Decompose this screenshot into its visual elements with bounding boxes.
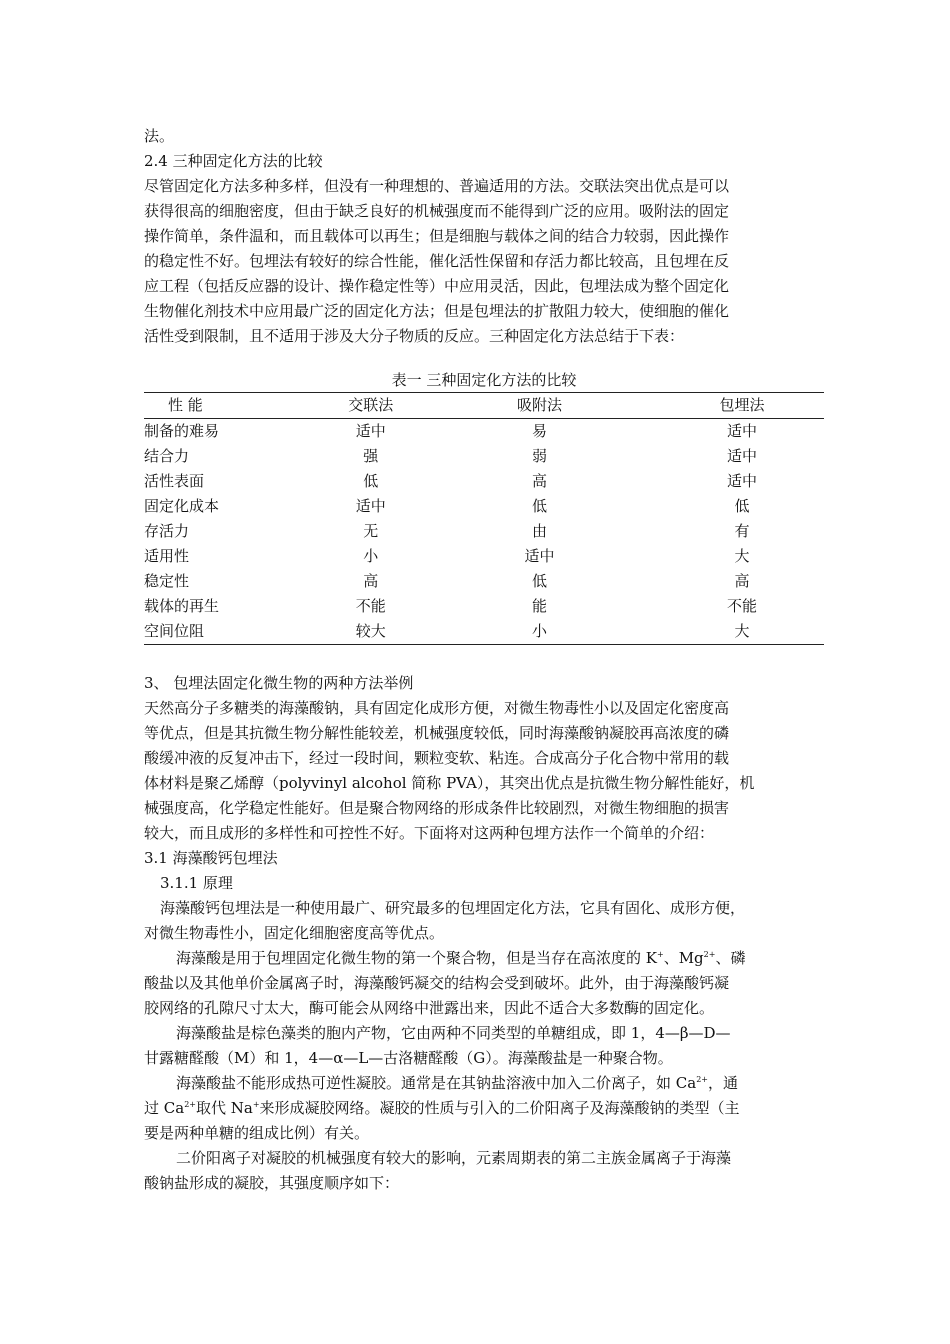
text-run: 海藻酸盐不能形成热可逆性凝胶。通常是在其钠盐溶液中加入二价离子，如 Ca [176,1074,697,1092]
text-run: 、Mg [663,949,704,967]
text-line: 尽管固定化方法多种多样，但没有一种理想的、普遍适用的方法。交联法突出优点是可以 [144,177,730,195]
principle-paragraph-4 [144,1071,824,1146]
section-heading-3: 3、 包埋法固定化微生物的两种方法举例 [144,674,414,692]
table-cell: 弱 [532,447,548,465]
table-cell: 存活力 [144,522,190,540]
table-body [144,419,824,645]
table-cell: 适中 [355,497,386,515]
table-cell: 适中 [726,472,757,490]
text-line: 海藻酸盐是棕色藻类的胞内产物，它由两种不同类型的单糖组成，即 1，4—β—D— [176,1024,731,1042]
text-run: 过 Ca [144,1099,185,1117]
text-line: 应工程（包括反应器的设计、操作稳定性等）中应用灵活，因此，包埋法成为整个固定化 [144,277,730,295]
table-row [144,469,824,494]
text-run: 取代 Na [196,1099,253,1117]
table-cell: 易 [532,422,548,440]
text-line: 较大，而且成形的多样性和可控性不好。下面将对这两种包埋方法作一个简单的介绍： [144,824,715,842]
table-cell: 无 [363,522,379,540]
text-line [144,946,824,971]
table-cell: 不能 [726,597,757,615]
table-cell: 适中 [355,422,386,440]
table-row [144,494,824,519]
document-page [144,124,824,1196]
table-cell: 低 [734,497,750,515]
table-cell: 高 [363,572,379,590]
intro-paragraph [144,174,824,349]
principle-paragraph-5 [144,1146,824,1196]
text-line: 要是两种单糖的组成比例）有关。 [144,1124,370,1142]
table-cell: 强 [363,447,379,465]
text-line: 甘露糖醛酸（M）和 1，4—α—L—古洛糖醛酸（G）。海藻酸盐是一种聚合物。 [144,1049,673,1067]
table-cell: 低 [532,497,548,515]
text-line: 体材料是聚乙烯醇（polyvinyl alcohol 简称 PVA），其突出优点是抗微生物分解性能好，机 [144,774,755,792]
section-3-paragraph [144,696,824,846]
table-row [144,519,824,544]
table-cell: 小 [363,547,379,565]
text-line: 械强度高，化学稳定性能好。但是聚合物网络的形成条件比较剧烈，对微生物细胞的损害 [144,799,730,817]
text-line: 对微生物毒性小，固定化细胞密度高等优点。 [144,924,445,942]
table-cell: 结合力 [144,447,190,465]
text-line: 天然高分子多糖类的海藻酸钠，具有固定化成形方便，对微生物毒性小以及固定化密度高 [144,699,730,717]
text-line: 操作简单，条件温和，而且载体可以再生；但是细胞与载体之间的结合力较弱，因此操作 [144,227,730,245]
table-row [144,594,824,619]
superscript: + [656,950,664,959]
text-run: 海藻酸是用于包埋固定化微生物的第一个聚合物，但是当存在高浓度的 K [176,949,657,967]
paragraph-tail: 法。 [144,127,175,145]
table-cell: 活性表面 [144,472,205,490]
text-line: 活性受到限制，且不适用于涉及大分子物质的反应。三种固定化方法总结于下表： [144,327,685,345]
text-line: 胶网络的孔隙尺寸太大，酶可能会从网络中泄露出来，因此不适合大多数酶的固定化。 [144,999,715,1017]
header-cell: 吸附法 [517,396,563,414]
table-cell: 高 [532,472,548,490]
table-cell: 小 [532,622,548,640]
header-cell: 包埋法 [719,396,765,414]
principle-paragraph-3 [144,1021,824,1071]
table-cell: 稳定性 [144,572,190,590]
table-cell: 较大 [355,622,386,640]
table-cell: 适中 [524,547,555,565]
table-cell: 高 [734,572,750,590]
table-header-row [144,393,824,419]
text-line: 获得很高的细胞密度，但由于缺乏良好的机械强度而不能得到广泛的应用。吸附法的固定 [144,202,730,220]
section-heading-2-4: 2.4 三种固定化方法的比较 [144,152,323,170]
principle-paragraph-1 [144,896,824,946]
table-row [144,544,824,569]
section-heading-3-1-1: 3.1.1 原理 [160,874,233,892]
text-line: 的稳定性不好。包埋法有较好的综合性能，催化活性保留和存活力都比较高，且包埋在反 [144,252,730,270]
table-row [144,419,824,445]
superscript: 2+ [703,950,716,959]
comparison-table [144,392,824,645]
text-line: 酸钠盐形成的凝胶，其强度顺序如下： [144,1174,400,1192]
text-line: 海藻酸钙包埋法是一种使用最广、研究最多的包埋固定化方法，它具有固化、成形方便， [160,899,746,917]
table-cell: 固定化成本 [144,497,220,515]
principle-paragraph-2 [144,946,824,1021]
text-line [144,1071,824,1096]
table-row [144,619,824,645]
header-cell: 交联法 [348,396,394,414]
text-run: 来形成凝胶网络。凝胶的性质与引入的二价阳离子及海藻酸钠的类型（主 [259,1099,740,1117]
table-cell: 制备的难易 [144,422,220,440]
text-run: ，通 [708,1074,739,1092]
table-cell: 适中 [726,447,757,465]
text-line [144,1096,824,1121]
table-cell: 适中 [726,422,757,440]
table-row [144,569,824,594]
table-cell: 不能 [355,597,386,615]
text-run: 、磷 [715,949,746,967]
table-cell: 空间位阻 [144,622,205,640]
table-row [144,444,824,469]
text-line: 二价阳离子对凝胶的机械强度有较大的影响，元素周期表的第二主族金属离子于海藻 [176,1149,732,1167]
text-line: 等优点，但是其抗微生物分解性能较差，机械强度较低，同时海藻酸钠凝胶再高浓度的磷 [144,724,730,742]
table-cell: 有 [734,522,750,540]
superscript: + [252,1100,260,1109]
table-cell: 低 [532,572,548,590]
superscript: 2+ [696,1075,708,1084]
header-cell: 性 能 [168,396,203,414]
table-cell: 适用性 [144,547,190,565]
table-cell: 由 [532,522,548,540]
text-line: 生物催化剂技术中应用最广泛的固定化方法；但是包埋法的扩散阻力较大，使细胞的催化 [144,302,730,320]
superscript: 2+ [184,1100,196,1109]
table-cell: 大 [734,622,750,640]
table-cell: 大 [734,547,750,565]
table-cell: 能 [532,597,548,615]
table-cell: 载体的再生 [144,597,220,615]
text-line: 酸盐以及其他单价金属离子时，海藻酸钙凝交的结构会受到破坏。此外，由于海藻酸钙凝 [144,974,730,992]
table-cell: 低 [363,472,379,490]
section-heading-3-1: 3.1 海藻酸钙包埋法 [144,849,278,867]
text-line: 酸缓冲液的反复冲击下，经过一段时间，颗粒变软、粘连。合成高分子化合物中常用的载 [144,749,730,767]
spacer [144,645,824,671]
table-caption: 表一 三种固定化方法的比较 [391,371,577,389]
